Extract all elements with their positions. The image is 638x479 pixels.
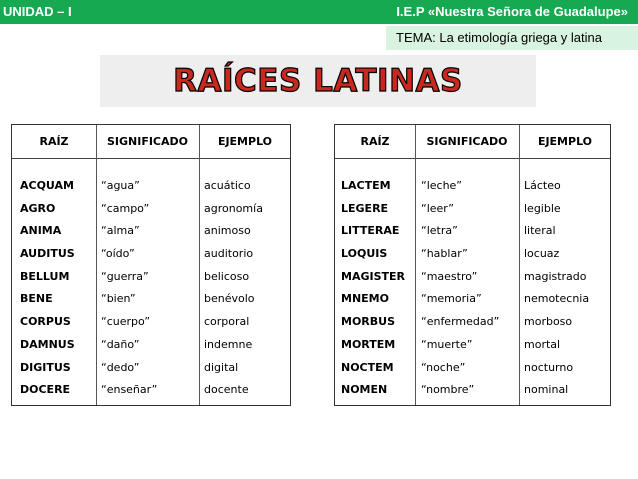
example-cell: belicoso	[204, 269, 250, 283]
meaning-cell: “muerte”	[421, 337, 473, 351]
meaning-cell: “oído”	[101, 247, 135, 261]
example-cell: digital	[204, 360, 239, 374]
column-header-root: RAÍZ	[39, 135, 69, 148]
table-header	[12, 125, 290, 159]
column-header-example: EJEMPLO	[217, 135, 273, 148]
root-cell: DOCERE	[20, 383, 71, 397]
meaning-cell: “letra”	[421, 224, 458, 238]
table-row	[12, 175, 290, 198]
root-cell: ACQUAM	[20, 179, 74, 192]
root-cell: MORBUS	[341, 315, 396, 329]
root-cell: AGRO	[20, 201, 56, 215]
meaning-cell: “enseñar”	[101, 383, 158, 397]
table-row	[335, 266, 610, 289]
example-cell: corporal	[204, 315, 250, 329]
roots-table-left	[11, 124, 291, 406]
meaning-cell: “dedo”	[101, 360, 140, 374]
table-row	[12, 288, 290, 311]
table-row	[335, 311, 610, 334]
example-cell: docente	[204, 383, 249, 397]
meaning-cell: “alma”	[101, 224, 140, 238]
example-cell: auditorio	[204, 247, 254, 261]
meaning-cell: “hablar”	[421, 247, 468, 261]
meaning-cell: “leche”	[421, 179, 463, 192]
table-row	[335, 334, 610, 357]
table-row	[335, 198, 610, 221]
root-cell: BELLUM	[20, 269, 70, 283]
school-name: I.E.P «Nuestra Señora de Guadalupe»	[396, 4, 628, 19]
roots-table-right	[334, 124, 611, 406]
example-cell: benévolo	[204, 292, 255, 306]
meaning-cell: “campo”	[101, 201, 150, 215]
tema-label: TEMA: La etimología griega y latina	[386, 26, 638, 50]
table-row	[335, 288, 610, 311]
meaning-cell: “bien”	[101, 292, 136, 306]
root-cell: NOCTEM	[341, 360, 394, 374]
table-body	[335, 175, 610, 402]
root-cell: BENE	[20, 292, 53, 306]
example-cell: Lácteo	[524, 179, 561, 192]
example-cell: literal	[524, 224, 556, 238]
root-cell: LITTERAE	[341, 224, 400, 238]
table-header	[335, 125, 610, 159]
meaning-cell: “cuerpo”	[101, 315, 151, 329]
example-cell: mortal	[524, 337, 561, 351]
example-cell: animoso	[204, 224, 251, 238]
example-cell: morboso	[524, 315, 573, 329]
column-header-root: RAÍZ	[360, 135, 390, 148]
example-cell: acuático	[204, 179, 251, 192]
root-cell: AUDITUS	[20, 247, 75, 261]
table-row	[12, 379, 290, 402]
title-box	[100, 55, 536, 107]
root-cell: ANIMA	[20, 224, 62, 238]
page-title: RAÍCES LATINAS	[173, 63, 463, 99]
table-row	[12, 334, 290, 357]
header-bar	[0, 0, 638, 24]
root-cell: DAMNUS	[20, 337, 75, 351]
root-cell: CORPUS	[20, 315, 71, 329]
meaning-cell: “leer”	[421, 201, 454, 215]
table-row	[12, 266, 290, 289]
column-header-example: EJEMPLO	[537, 135, 593, 148]
example-cell: nocturno	[524, 360, 574, 374]
table-row	[12, 220, 290, 243]
root-cell: MORTEM	[341, 337, 396, 351]
table-row	[12, 198, 290, 221]
meaning-cell: “noche”	[421, 360, 466, 374]
meaning-cell: “agua”	[101, 179, 140, 192]
example-cell: agronomía	[204, 201, 263, 215]
meaning-cell: “daño”	[101, 337, 140, 351]
meaning-cell: “nombre”	[421, 383, 475, 397]
example-cell: indemne	[204, 337, 253, 351]
table-row	[335, 220, 610, 243]
example-cell: legible	[524, 201, 561, 215]
table-row	[12, 357, 290, 380]
example-cell: locuaz	[524, 247, 560, 261]
table-row	[335, 379, 610, 402]
root-cell: LACTEM	[341, 179, 391, 192]
root-cell: NOMEN	[341, 383, 388, 397]
table-row	[12, 311, 290, 334]
meaning-cell: “memoria”	[421, 292, 482, 306]
table-row	[335, 175, 610, 198]
table-row	[335, 243, 610, 266]
table-row	[12, 243, 290, 266]
example-cell: magistrado	[524, 269, 587, 283]
meaning-cell: “guerra”	[101, 269, 149, 283]
table-body	[12, 175, 290, 402]
column-header-meaning: SIGNIFICADO	[426, 135, 508, 148]
root-cell: LEGERE	[341, 201, 389, 215]
root-cell: MNEMO	[341, 292, 389, 306]
root-cell: LOQUIS	[341, 247, 388, 261]
meaning-cell: “maestro”	[421, 269, 478, 283]
unit-label: UNIDAD – I	[3, 4, 72, 19]
root-cell: MAGISTER	[341, 269, 405, 283]
table-row	[335, 357, 610, 380]
example-cell: nominal	[524, 383, 569, 397]
meaning-cell: “enfermedad”	[421, 315, 500, 329]
root-cell: DIGITUS	[20, 360, 71, 374]
example-cell: nemotecnia	[524, 292, 590, 306]
column-header-meaning: SIGNIFICADO	[106, 135, 189, 148]
